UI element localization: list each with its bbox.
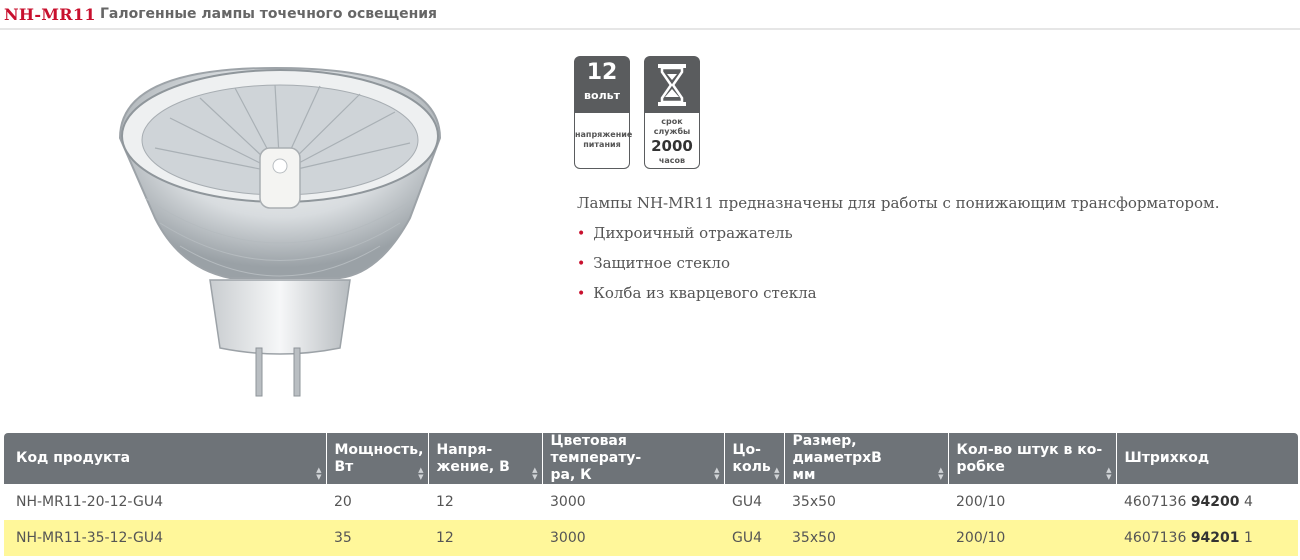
cell-voltage: 12 bbox=[436, 494, 454, 510]
cell-base: GU4 bbox=[724, 520, 784, 556]
sort-icon: ▲ ▼ bbox=[938, 466, 944, 481]
cell-size: 35x50 bbox=[792, 494, 836, 510]
feature-list bbox=[577, 222, 817, 312]
voltage-caption-1: напряжение bbox=[575, 130, 633, 139]
voltage-badge bbox=[574, 56, 633, 170]
sort-icon: ▲ ▼ bbox=[774, 466, 780, 481]
cell-power: 20 bbox=[334, 494, 352, 510]
voltage-caption-2: питания bbox=[583, 140, 621, 149]
lifetime-badge bbox=[644, 56, 700, 170]
feature-text: Колба из кварцевого стекла bbox=[593, 284, 817, 302]
cell-pack: 200/10 bbox=[948, 520, 1116, 556]
sort-icon: ▲ ▼ bbox=[418, 466, 424, 481]
product-code-title: NH-MR11 bbox=[4, 5, 96, 24]
cell-code: NH-MR11-35-12-GU4 bbox=[4, 520, 326, 556]
bullet-icon: • bbox=[577, 226, 586, 242]
cell-power: 35 bbox=[326, 520, 428, 556]
page-header bbox=[0, 0, 1300, 30]
column-header-code[interactable]: Код продукта ▲ ▼ bbox=[4, 433, 326, 484]
lifetime-unit: часов bbox=[658, 156, 686, 165]
feature-item bbox=[577, 282, 817, 312]
bullet-icon: • bbox=[577, 256, 586, 272]
cell-temperature: 3000 bbox=[550, 494, 586, 510]
product-spec-table bbox=[4, 433, 1298, 556]
sort-icon: ▲ ▼ bbox=[532, 466, 538, 481]
halogen-lamp-image bbox=[110, 48, 450, 403]
hourglass-icon bbox=[656, 63, 688, 107]
bullet-icon: • bbox=[577, 286, 586, 302]
lifetime-value: 2000 bbox=[651, 137, 693, 155]
table-row-highlighted[interactable] bbox=[4, 520, 1298, 556]
feature-text: Защитное стекло bbox=[593, 254, 730, 272]
header-divider bbox=[0, 28, 1300, 30]
voltage-value: 12 bbox=[586, 60, 618, 85]
sort-icon: ▲ ▼ bbox=[316, 466, 322, 481]
cell-temperature: 3000 bbox=[542, 520, 724, 556]
sort-icon: ▲ ▼ bbox=[1106, 466, 1112, 481]
lifetime-caption-2: службы bbox=[653, 127, 691, 136]
cell-code: NH-MR11-20-12-GU4 bbox=[16, 494, 163, 510]
feature-item bbox=[577, 222, 817, 252]
column-header-base[interactable]: Цо- коль ▲ ▼ bbox=[724, 433, 784, 484]
sort-icon: ▲ ▼ bbox=[714, 466, 720, 481]
cell-pack: 200/10 bbox=[956, 494, 1006, 510]
feature-text: Дихроичный отражатель bbox=[593, 224, 793, 242]
column-header-temperature[interactable]: Цветовая температу- ра, К ▲ ▼ bbox=[542, 433, 724, 484]
cell-base: GU4 bbox=[732, 494, 763, 510]
column-header-size[interactable]: Размер, диаметрхВ мм ▲ ▼ bbox=[784, 433, 948, 484]
column-header-barcode[interactable]: Штрихкод bbox=[1116, 433, 1298, 484]
page-title: Галогенные лампы точечного освещения bbox=[100, 6, 438, 22]
table-row[interactable] bbox=[4, 484, 1298, 520]
column-header-power[interactable]: Мощность, Вт ▲ ▼ bbox=[326, 433, 428, 484]
cell-voltage: 12 bbox=[428, 520, 542, 556]
voltage-unit: вольт bbox=[584, 89, 620, 102]
cell-size: 35x50 bbox=[784, 520, 948, 556]
column-header-pack[interactable]: Кол-во штук в ко- робке ▲ ▼ bbox=[948, 433, 1116, 484]
product-description: Лампы NH-MR11 предназначены для работы с понижающим трансформатором. bbox=[577, 194, 1220, 212]
cell-barcode: 4607136 94201 1 bbox=[1116, 520, 1298, 556]
feature-item bbox=[577, 252, 817, 282]
cell-barcode: 4607136 94200 4 bbox=[1124, 494, 1253, 510]
table-header-row bbox=[4, 433, 1298, 484]
lifetime-caption-1: срок bbox=[661, 117, 683, 126]
column-header-voltage[interactable]: Напря- жение, В ▲ ▼ bbox=[428, 433, 542, 484]
